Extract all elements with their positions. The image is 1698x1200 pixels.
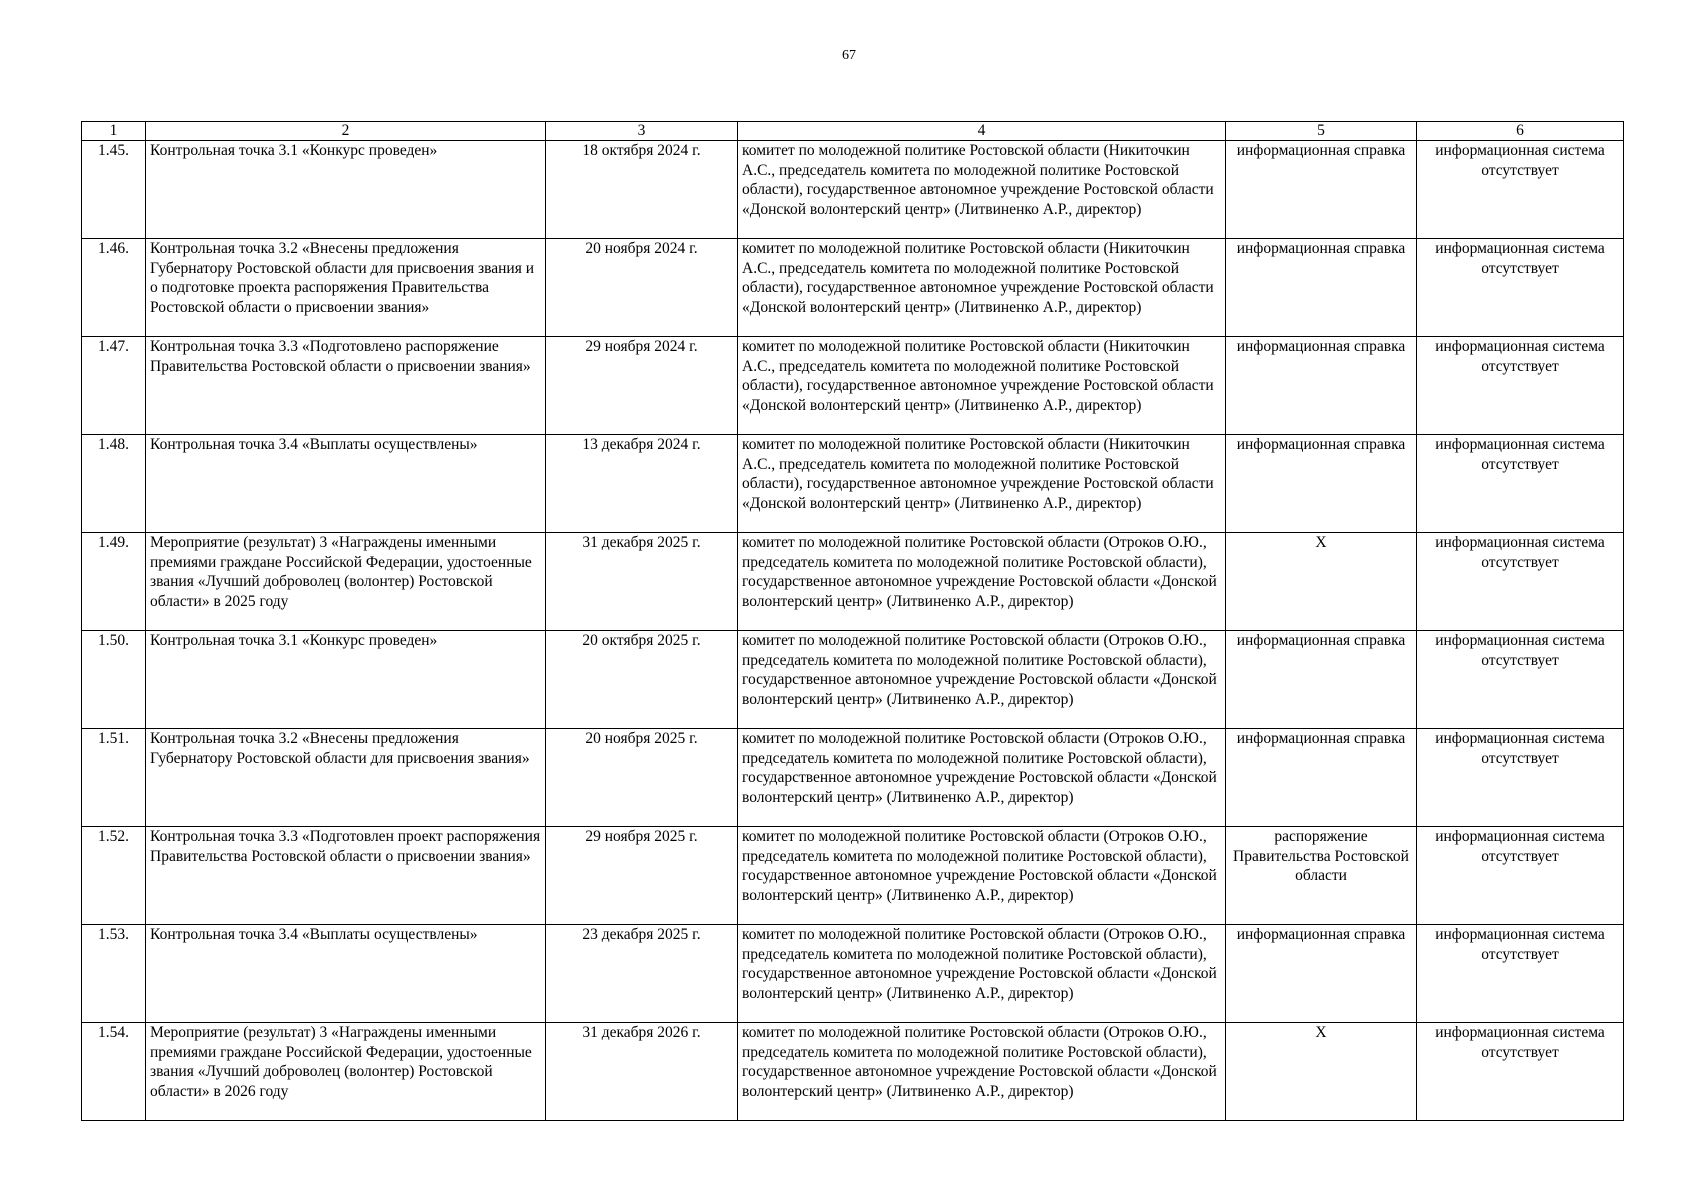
row-info-system: информационная система отсутствует: [1417, 631, 1624, 729]
row-name: Контрольная точка 3.4 «Выплаты осуществлены»: [146, 435, 546, 533]
page-number: 67: [842, 48, 856, 63]
row-number: 1.52.: [82, 827, 146, 925]
row-number: 1.53.: [82, 925, 146, 1023]
row-responsible: комитет по молодежной политике Ростовской области (Никиточкин А.С., председатель комитета по молодежной политике Ростовской области), государственное автономное учреждение Ростовской области «Донской волонтерский центр» (Литвиненко А.Р., директор): [738, 239, 1226, 337]
row-name: Контрольная точка 3.4 «Выплаты осуществлены»: [146, 925, 546, 1023]
row-responsible: комитет по молодежной политике Ростовской области (Отроков О.Ю., председатель комитета по молодежной политике Ростовской области), государственное автономное учреждение Ростовской области «Донской волонтерский центр» (Литвиненко А.Р., директор): [738, 1023, 1226, 1121]
row-number: 1.54.: [82, 1023, 146, 1121]
row-number: 1.47.: [82, 337, 146, 435]
row-info-system: информационная система отсутствует: [1417, 1023, 1624, 1121]
row-date: 23 декабря 2025 г.: [546, 925, 738, 1023]
row-date: 20 октября 2025 г.: [546, 631, 738, 729]
row-responsible: комитет по молодежной политике Ростовской области (Отроков О.Ю., председатель комитета по молодежной политике Ростовской области), государственное автономное учреждение Ростовской области «Донской волонтерский центр» (Литвиненко А.Р., директор): [738, 827, 1226, 925]
header-row: [82, 122, 1624, 141]
row-date: 31 декабря 2025 г.: [546, 533, 738, 631]
row-info-system: информационная система отсутствует: [1417, 337, 1624, 435]
row-doc-type: информационная справка: [1226, 925, 1417, 1023]
row-date: 20 ноября 2024 г.: [546, 239, 738, 337]
row-number: 1.48.: [82, 435, 146, 533]
row-responsible: комитет по молодежной политике Ростовской области (Отроков О.Ю., председатель комитета по молодежной политике Ростовской области), государственное автономное учреждение Ростовской области «Донской волонтерский центр» (Литвиненко А.Р., директор): [738, 631, 1226, 729]
table-row: [82, 533, 1624, 631]
column-header: 5: [1226, 122, 1417, 141]
row-info-system: информационная система отсутствует: [1417, 141, 1624, 239]
row-number: 1.51.: [82, 729, 146, 827]
table-row: [82, 631, 1624, 729]
table-row: [82, 729, 1624, 827]
plan-table: [81, 121, 1624, 1121]
row-number: 1.50.: [82, 631, 146, 729]
table-row: [82, 337, 1624, 435]
table-row: [82, 827, 1624, 925]
row-name: Контрольная точка 3.1 «Конкурс проведен»: [146, 141, 546, 239]
row-doc-type: информационная справка: [1226, 435, 1417, 533]
row-responsible: комитет по молодежной политике Ростовской области (Никиточкин А.С., председатель комитета по молодежной политике Ростовской области), государственное автономное учреждение Ростовской области «Донской волонтерский центр» (Литвиненко А.Р., директор): [738, 141, 1226, 239]
row-name: Контрольная точка 3.2 «Внесены предложения Губернатору Ростовской области для присвоения звания и о подготовке проекта распоряжения Правительства Ростовской области о присвоении звания»: [146, 239, 546, 337]
row-doc-type: Х: [1226, 1023, 1417, 1121]
row-doc-type: распоряжение Правительства Ростовской области: [1226, 827, 1417, 925]
row-date: 29 ноября 2025 г.: [546, 827, 738, 925]
row-responsible: комитет по молодежной политике Ростовской области (Отроков О.Ю., председатель комитета по молодежной политике Ростовской области), государственное автономное учреждение Ростовской области «Донской волонтерский центр» (Литвиненко А.Р., директор): [738, 533, 1226, 631]
row-name: Мероприятие (результат) 3 «Награждены именными премиями граждане Российской Федерации, удостоенные звания «Лучший доброволец (волонтер) Ростовской области» в 2025 году: [146, 533, 546, 631]
row-responsible: комитет по молодежной политике Ростовской области (Никиточкин А.С., председатель комитета по молодежной политике Ростовской области), государственное автономное учреждение Ростовской области «Донской волонтерский центр» (Литвиненко А.Р., директор): [738, 337, 1226, 435]
row-number: 1.49.: [82, 533, 146, 631]
table-row: [82, 239, 1624, 337]
row-doc-type: информационная справка: [1226, 337, 1417, 435]
row-name: Контрольная точка 3.2 «Внесены предложения Губернатору Ростовской области для присвоения звания»: [146, 729, 546, 827]
row-doc-type: информационная справка: [1226, 239, 1417, 337]
row-date: 29 ноября 2024 г.: [546, 337, 738, 435]
table-row: [82, 435, 1624, 533]
row-date: 20 ноября 2025 г.: [546, 729, 738, 827]
row-info-system: информационная система отсутствует: [1417, 729, 1624, 827]
column-header: 3: [546, 122, 738, 141]
row-doc-type: информационная справка: [1226, 729, 1417, 827]
column-header: 1: [82, 122, 146, 141]
column-header: 4: [738, 122, 1226, 141]
column-header: 2: [146, 122, 546, 141]
table-row: [82, 1023, 1624, 1121]
column-header: 6: [1417, 122, 1624, 141]
row-doc-type: информационная справка: [1226, 631, 1417, 729]
row-info-system: информационная система отсутствует: [1417, 925, 1624, 1023]
row-responsible: комитет по молодежной политике Ростовской области (Отроков О.Ю., председатель комитета по молодежной политике Ростовской области), государственное автономное учреждение Ростовской области «Донской волонтерский центр» (Литвиненко А.Р., директор): [738, 729, 1226, 827]
row-responsible: комитет по молодежной политике Ростовской области (Никиточкин А.С., председатель комитета по молодежной политике Ростовской области), государственное автономное учреждение Ростовской области «Донской волонтерский центр» (Литвиненко А.Р., директор): [738, 435, 1226, 533]
row-info-system: информационная система отсутствует: [1417, 533, 1624, 631]
row-date: 31 декабря 2026 г.: [546, 1023, 738, 1121]
row-name: Контрольная точка 3.3 «Подготовлено распоряжение Правительства Ростовской области о присвоении звания»: [146, 337, 546, 435]
row-doc-type: информационная справка: [1226, 141, 1417, 239]
row-responsible: комитет по молодежной политике Ростовской области (Отроков О.Ю., председатель комитета по молодежной политике Ростовской области), государственное автономное учреждение Ростовской области «Донской волонтерский центр» (Литвиненко А.Р., директор): [738, 925, 1226, 1023]
row-name: Контрольная точка 3.3 «Подготовлен проект распоряжения Правительства Ростовской области о присвоении звания»: [146, 827, 546, 925]
row-info-system: информационная система отсутствует: [1417, 827, 1624, 925]
row-info-system: информационная система отсутствует: [1417, 435, 1624, 533]
table-row: [82, 925, 1624, 1023]
row-date: 18 октября 2024 г.: [546, 141, 738, 239]
row-name: Мероприятие (результат) 3 «Награждены именными премиями граждане Российской Федерации, удостоенные звания «Лучший доброволец (волонтер) Ростовской области» в 2026 году: [146, 1023, 546, 1121]
row-number: 1.46.: [82, 239, 146, 337]
table-row: [82, 141, 1624, 239]
row-date: 13 декабря 2024 г.: [546, 435, 738, 533]
row-doc-type: Х: [1226, 533, 1417, 631]
row-number: 1.45.: [82, 141, 146, 239]
row-name: Контрольная точка 3.1 «Конкурс проведен»: [146, 631, 546, 729]
row-info-system: информационная система отсутствует: [1417, 239, 1624, 337]
